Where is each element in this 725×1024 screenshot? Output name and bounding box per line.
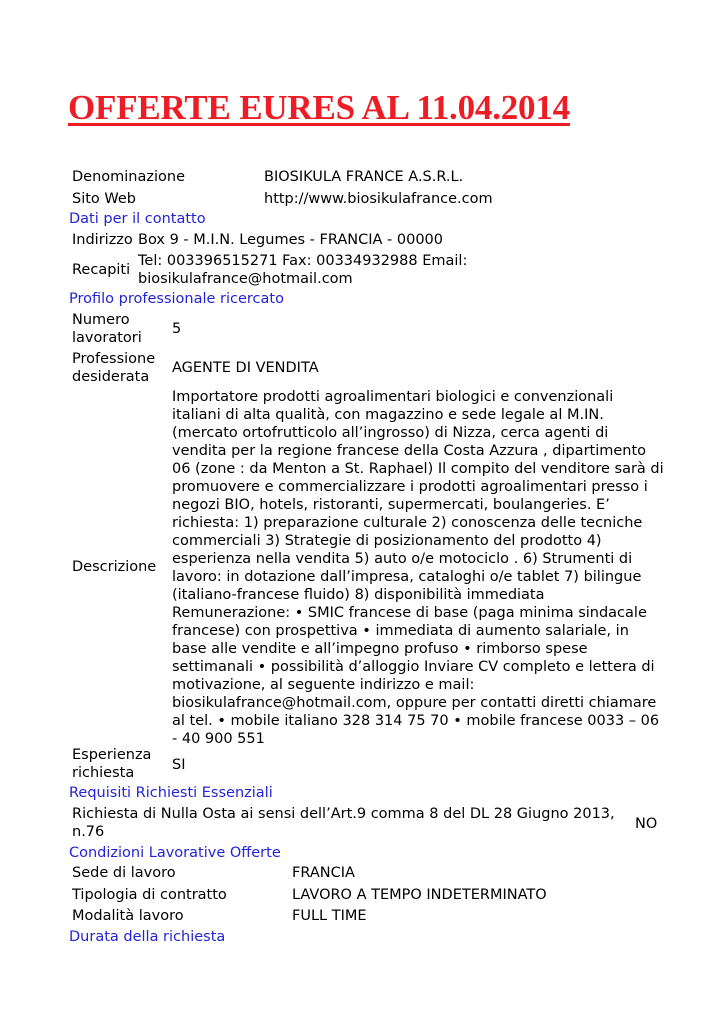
denominazione-label: Denominazione: [72, 169, 185, 185]
tipologia-contratto-label: Tipologia di contratto: [72, 887, 227, 903]
section-header-profilo: Profilo professionale ricercato: [69, 291, 284, 307]
sito-web-label: Sito Web: [72, 191, 137, 207]
modalita-lavoro-value: FULL TIME: [292, 908, 367, 924]
section-header-durata: Durata della richiesta: [69, 929, 226, 945]
esperienza-value: SI: [172, 757, 186, 773]
numero-lavoratori-label-line1: Numero: [72, 312, 130, 328]
nulla-osta-label-line1: Richiesta di Nulla Osta ai sensi dell’Art.9 comma 8 del DL 28 Giugno 2013,: [72, 806, 615, 822]
section-header-condizioni: Condizioni Lavorative Offerte: [69, 845, 281, 861]
professione-label-line2: desiderata: [72, 369, 150, 385]
numero-lavoratori-value: 5: [172, 321, 182, 337]
section-header-requisiti: Requisiti Richiesti Essenziali: [69, 785, 273, 801]
indirizzo-label: Indirizzo: [72, 232, 133, 248]
descrizione-label: Descrizione: [72, 559, 157, 575]
recapiti-email[interactable]: biosikulafrance@hotmail.com: [138, 271, 353, 287]
sito-web-link[interactable]: http://www.biosikulafrance.com: [264, 191, 493, 207]
numero-lavoratori-label-line2: lavoratori: [72, 330, 142, 346]
esperienza-label-line2: richiesta: [72, 765, 135, 781]
recapiti-phone-line: Tel: 003396515271 Fax: 00334932988 Email:: [138, 253, 468, 269]
professione-value: AGENTE DI VENDITA: [172, 360, 319, 376]
descrizione-text: Importatore prodotti agroalimentari biologici e convenzionali italiani di alta qualità, con magazzino e sede legale al M.IN.(mercato ortofrutticolo all’ingrosso) di Nizza, cerca agenti di vendita per la regione francese della Costa Azzura , dipartimento 06 (zone : da Menton a St. Raphael) Il compito del venditore sarà di promuovere e commercializzare i prodotti agroalimentari presso i negozi BIO, hotels, ristoranti, supermercati, boulangeries. E’ richiesta: 1) preparazione culturale 2) conoscenza delle tecniche commerciali 3) Strategie di posizionamento del prodotto 4) esperienza nella vendita 5) auto o/e motociclo . 6) Strumenti di lavoro: in dotazione dall’impresa, cataloghi o/e tablet 7) bilingue (italiano-francese fluido) 8) disponibilità immediata Remunerazione: • SMIC francese di base (paga minima sindacale francese) con prospettiva • immediata di aumento salariale, in base alle vendite e all’impegno profuso • rimborso spese settimanali • possibilità d’alloggio Inviare CV completo e lettera di motivazione, al seguente indirizzo e mail: biosikulafrance@hotmail.com, oppure per contatti diretti chiamare al tel. • mobile italiano 328 314 75 70 • mobile francese 0033 – 06 - 40 900 551: [172, 389, 664, 747]
indirizzo-value: Box 9 - M.I.N. Legumes - FRANCIA - 00000: [138, 232, 443, 248]
recapiti-label: Recapiti: [72, 262, 131, 278]
page-title: OFFERTE EURES AL 11.04.2014: [68, 88, 570, 127]
denominazione-value: BIOSIKULA FRANCE A.S.R.L.: [264, 169, 464, 185]
sede-lavoro-label: Sede di lavoro: [72, 865, 176, 881]
esperienza-label-line1: Esperienza: [72, 747, 152, 763]
professione-label-line1: Professione: [72, 351, 156, 367]
nulla-osta-label-line2: n.76: [72, 824, 105, 840]
tipologia-contratto-value: LAVORO A TEMPO INDETERMINATO: [292, 887, 547, 903]
nulla-osta-value: NO: [635, 816, 658, 832]
section-header-contatto: Dati per il contatto: [69, 211, 206, 227]
sede-lavoro-value: FRANCIA: [292, 865, 355, 881]
modalita-lavoro-label: Modalità lavoro: [72, 908, 184, 924]
